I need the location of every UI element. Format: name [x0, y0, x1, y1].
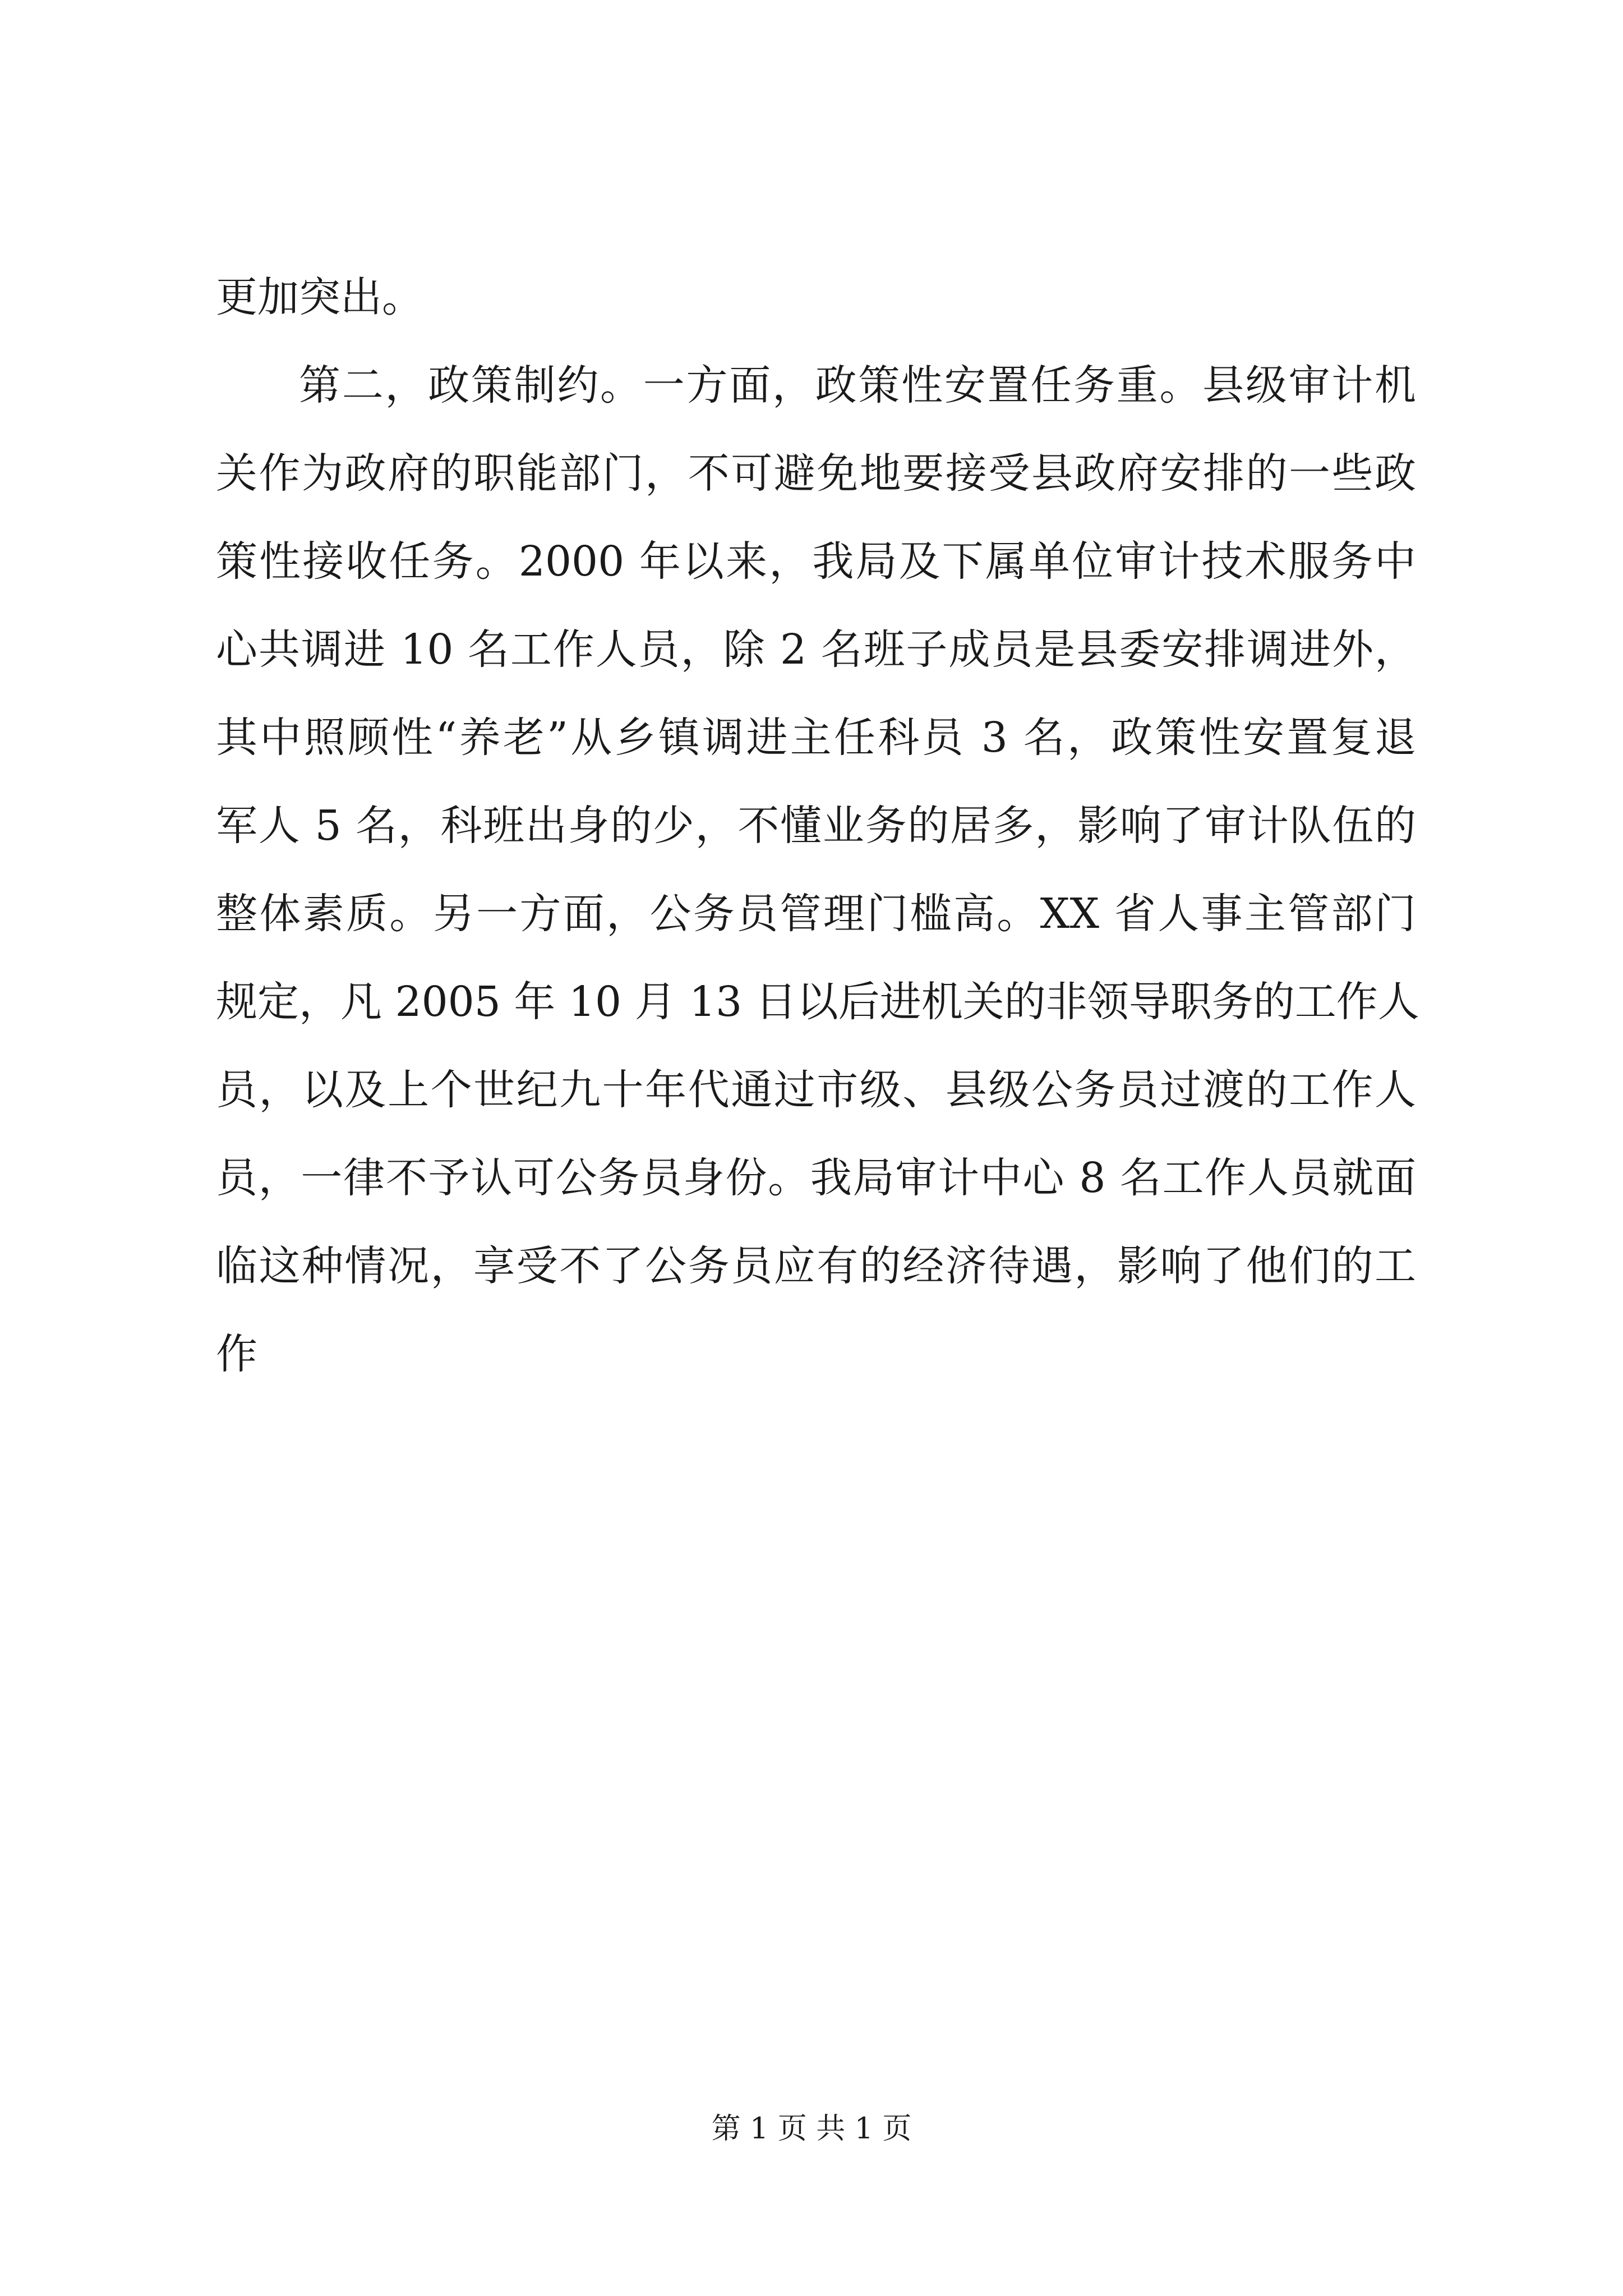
text-line: 第二，政策制约。一方面，政策性安置任务重。县级审计机: [299, 361, 1416, 409]
text-line: 心共调进 10 名工作人员，除 2 名班子成员是县委安排调进外，: [216, 625, 1416, 674]
text-line: 军人 5 名，科班出身的少，不懂业务的居多，影响了审计队伍的: [216, 802, 1416, 850]
text-line: 员，一律不予认可公务员身份。我局审计中心 8 名工作人员就面: [216, 1154, 1416, 1202]
body-text: [216, 254, 1419, 1398]
text-line: 员，以及上个世纪九十年代通过市级、县级公务员过渡的工作人: [216, 1066, 1416, 1114]
text-line: 关作为政府的职能部门，不可避免地要接受县政府安排的一些政: [216, 449, 1416, 498]
text-line: 作: [216, 1330, 257, 1378]
text-line: 整体素质。另一方面，公务员管理门槛高。XX 省人事主管部门: [216, 890, 1416, 938]
text-line: 规定，凡 2005 年 10 月 13 日以后进机关的非领导职务的工作人: [216, 978, 1419, 1026]
text-line: 更加突出。: [216, 273, 423, 321]
text-line: 策性接收任务。2000 年以来，我局及下属单位审计技术服务中: [216, 537, 1416, 586]
text-line: 临这种情况，享受不了公务员应有的经济待遇，影响了他们的工: [216, 1242, 1416, 1290]
text-line: 其中照顾性“养老”从乡镇调进主任科员 3 名，政策性安置复退: [216, 714, 1416, 762]
page-number-footer: 第 1 页 共 1 页: [711, 2112, 912, 2146]
